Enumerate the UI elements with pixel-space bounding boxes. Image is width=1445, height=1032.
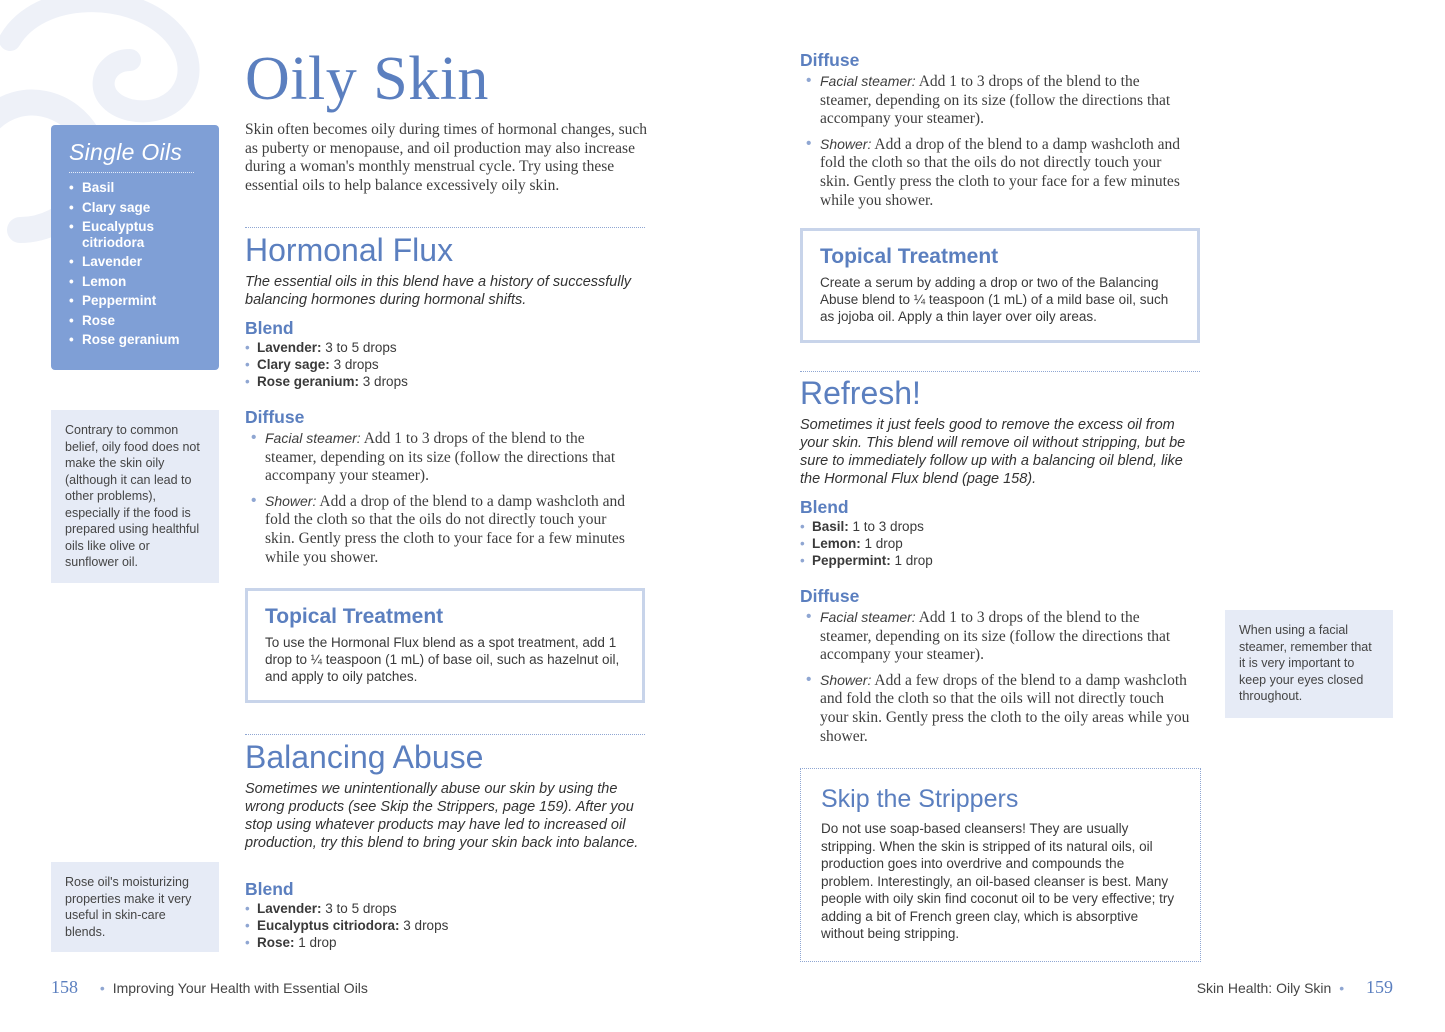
balancing-abuse-blend-list [245, 900, 448, 952]
page-number-right: 159 [1366, 977, 1393, 997]
hormonal-flux-blend-title: Blend [245, 318, 294, 338]
list-item: • Shower: Add a drop of the blend to a damp washcloth and fold the cloth so that the oils do not directly touch your skin. Gently press the cloth to your face for a few minutes while you shower. [800, 135, 1190, 210]
list-item: • Basil: 1 to 3 drops [800, 518, 933, 535]
list-item: • Lemon: 1 drop [800, 535, 933, 552]
skip-strippers-title: Skip the Strippers [821, 785, 1019, 813]
section-title-balancing-abuse: Balancing Abuse [245, 739, 484, 775]
topical-text: To use the Hormonal Flux blend as a spot treatment, add 1 drop to ¼ teaspoon (1 mL) of base oil, such as hazelnut oil, and apply to oily patches. [265, 635, 620, 685]
list-item: • Rose: 1 drop [245, 934, 448, 951]
list-item: • Peppermint: 1 drop [800, 552, 933, 569]
list-item: • Peppermint [69, 291, 219, 311]
hormonal-flux-topical-box [245, 588, 645, 703]
section-title-hormonal-flux: Hormonal Flux [245, 232, 454, 268]
list-item: • Shower: Add a drop of the blend to a damp washcloth and fold the cloth so that the oils do not directly touch your skin. Gently press the cloth to your face for a few minutes while you shower. [245, 492, 635, 567]
balancing-abuse-intro: Sometimes we unintentionally abuse our skin by using the wrong products (see Skip the Strippers, page 159). After you stop using whatever products may have led to increased oil production, try this blend to bring your skin back into balance. [245, 781, 639, 851]
topical-text: Create a serum by adding a drop or two of the Balancing Abuse blend to ¼ teaspoon (1 mL) of a mild base oil, such as jojoba oil. Apply a thin layer over oily areas. [820, 275, 1169, 325]
list-item: • Rose [69, 311, 219, 331]
side-note-steamer: When using a facial steamer, remember that it is very important to keep your eyes closed throughout. [1225, 610, 1393, 718]
refresh-diffuse-list [800, 608, 1190, 752]
refresh-blend-title: Blend [800, 497, 849, 517]
list-item: • Clary sage [69, 198, 219, 218]
balancing-abuse-diffuse-list [800, 72, 1190, 216]
refresh-diffuse-title: Diffuse [800, 586, 860, 606]
section-title-refresh: Refresh! [800, 375, 921, 411]
list-item: • Rose geranium: 3 drops [245, 373, 408, 390]
list-item: • Eucalyptus citriodora: 3 drops [245, 917, 448, 934]
skip-strippers-box [800, 768, 1201, 962]
hormonal-flux-intro: The essential oils in this blend have a history of successfully balancing hormones during hormonal shifts. [245, 274, 632, 308]
single-oils-box [51, 125, 219, 370]
list-item: • Facial steamer: Add 1 to 3 drops of the blend to the steamer, depending on its size (follow the directions that accompany your steamer). [800, 72, 1190, 129]
list-item: • Facial steamer: Add 1 to 3 drops of the blend to the steamer, depending on its size (follow the directions that accompany your steamer). [800, 608, 1190, 665]
refresh-blend-list [800, 518, 933, 570]
page-number-left: 158 [51, 977, 78, 997]
side-note-oily-food: Contrary to common belief, oily food does not make the skin oily (although it can lead to other problems), especially if the food is prepared using healthful oils like olive or sunflower oil. [51, 410, 219, 583]
list-item: • Clary sage: 3 drops [245, 356, 408, 373]
list-item: • Lavender: 3 to 5 drops [245, 900, 448, 917]
intro-paragraph: Skin often becomes oily during times of hormonal changes, such as puberty or menopause, and oil production may also increase during a woman's monthly menstrual cycle. Try using these essential oils to help balance excessively oily skin. [245, 121, 648, 194]
skip-strippers-text: Do not use soap-based cleansers! They are usually stripping. When the skin is stripped of its natural oils, oil production goes into overdrive and compounds the problem. Interestingly, an oil-based cleanser is best. Many people with oily skin find coconut oil to be very effective; try adding a bit of French green clay, which is absorptive without being stripping. [821, 821, 1175, 941]
list-item: • Lavender [69, 252, 219, 272]
side-note-rose-oil: Rose oil's moisturizing properties make it very useful in skin-care blends. [51, 862, 219, 952]
list-item: • Basil [69, 178, 219, 198]
balancing-abuse-topical-box [800, 228, 1200, 343]
refresh-intro: Sometimes it just feels good to remove the excess oil from your skin. This blend will remove oil without stripping, but be sure to immediately follow up with a balancing oil blend, like the Hormonal Flux blend (page 158). [800, 417, 1186, 487]
topical-title: Topical Treatment [265, 605, 444, 628]
list-item: • Lemon [69, 272, 219, 292]
footer-right: Skin Health: Oily Skin • 159 [1196, 977, 1393, 997]
footer-right-text: Skin Health: Oily Skin [1196, 980, 1332, 996]
list-item: • Facial steamer: Add 1 to 3 drops of the blend to the steamer, depending on its size (follow the directions that accompany your steamer). [245, 429, 635, 486]
single-oils-list [69, 178, 219, 350]
footer-left-text: Improving Your Health with Essential Oils [112, 980, 368, 996]
topical-title: Topical Treatment [820, 245, 999, 268]
list-item: • Rose geranium [69, 330, 219, 350]
hormonal-flux-diffuse-title: Diffuse [245, 407, 305, 427]
list-item: • Eucalyptus citriodora [69, 217, 219, 252]
footer-left: 158 • Improving Your Health with Essential Oils [51, 977, 368, 997]
list-item: • Shower: Add a few drops of the blend to a damp washcloth and fold the cloth so that the oils will not directly touch your skin. Gently press the cloth to the oily areas while you shower. [800, 671, 1190, 746]
page-title: Oily Skin [245, 45, 489, 113]
hormonal-flux-diffuse-list [245, 429, 635, 573]
balancing-abuse-diffuse-title: Diffuse [800, 50, 860, 70]
balancing-abuse-blend-title: Blend [245, 879, 294, 899]
hormonal-flux-blend-list [245, 339, 408, 391]
single-oils-title: Single Oils [69, 139, 183, 165]
list-item: • Lavender: 3 to 5 drops [245, 339, 408, 356]
